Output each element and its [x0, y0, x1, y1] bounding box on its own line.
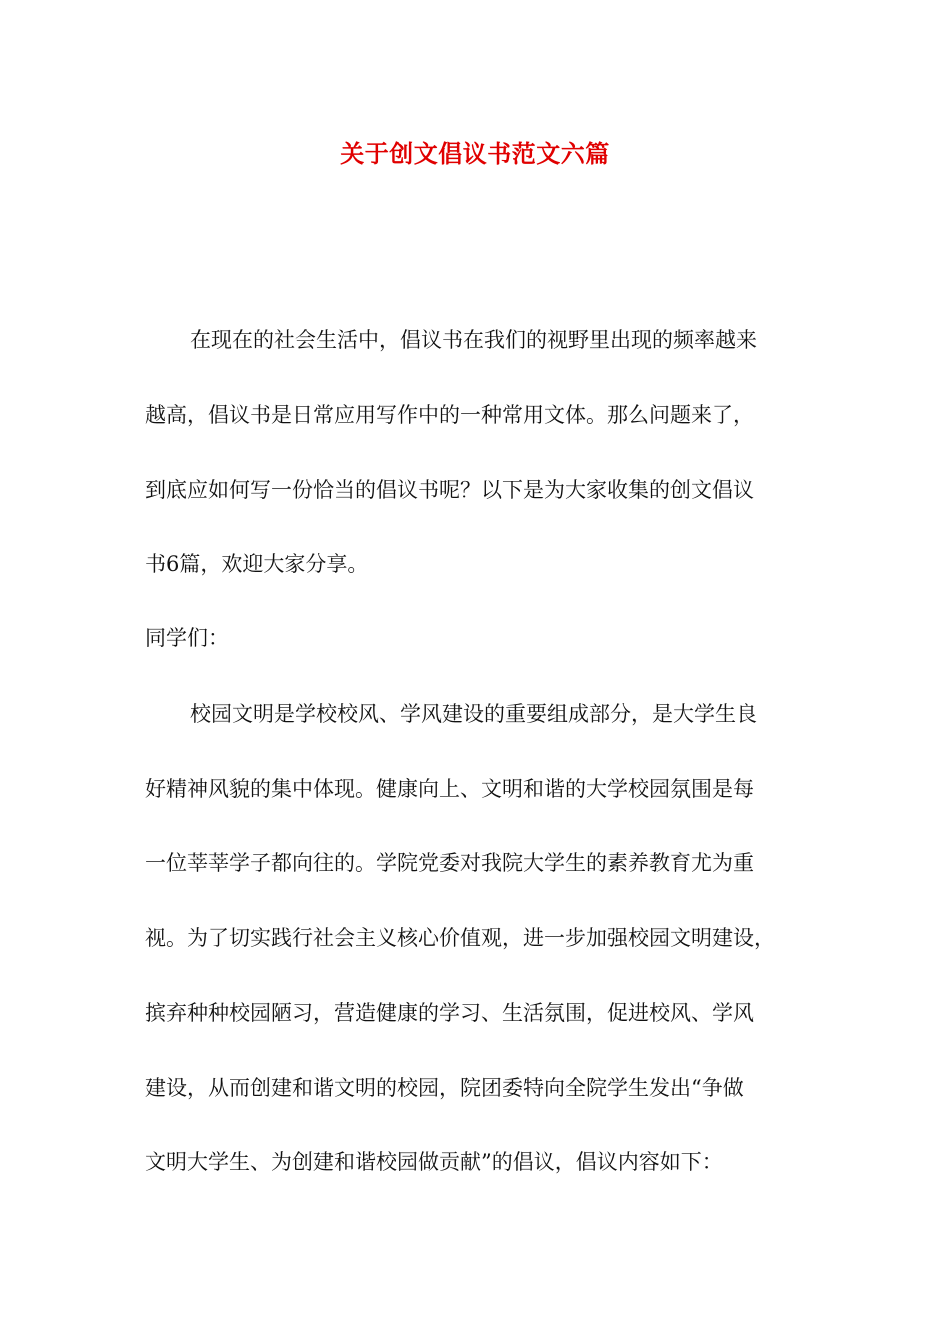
document-title: 关于创文倡议书范文六篇	[340, 139, 610, 168]
paragraph-line: 书6篇，欢迎大家分享。	[145, 552, 369, 576]
paragraph-line: 摈弃种种校园陋习，营造健康的学习、生活氛围，促进校风、学风	[145, 1001, 754, 1025]
paragraph-line: 好精神风貌的集中体现。健康向上、文明和谐的大学校园氛围是每	[145, 777, 754, 801]
paragraph-line: 校园文明是学校校风、学风建设的重要组成部分，是大学生良	[190, 702, 757, 726]
paragraph-line: 一位莘莘学子都向往的。学院党委对我院大学生的素养教育尤为重	[145, 851, 754, 875]
paragraph-line: 在现在的社会生活中，倡议书在我们的视野里出现的频率越来	[190, 328, 757, 352]
paragraph-line: 到底应如何写一份恰当的倡议书呢？以下是为大家收集的创文倡议	[145, 478, 754, 502]
salutation: 同学们：	[145, 626, 229, 650]
paragraph-line: 越高，倡议书是日常应用写作中的一种常用文体。那么问题来了，	[145, 403, 754, 427]
paragraph-line: 建设，从而创建和谐文明的校园，院团委特向全院学生发出“争做	[145, 1076, 744, 1100]
paragraph-line: 视。为了切实践行社会主义核心价值观，进一步加强校园文明建设，	[145, 926, 775, 950]
paragraph-line: 文明大学生、为创建和谐校园做贡献”的倡议，倡议内容如下：	[145, 1150, 723, 1174]
